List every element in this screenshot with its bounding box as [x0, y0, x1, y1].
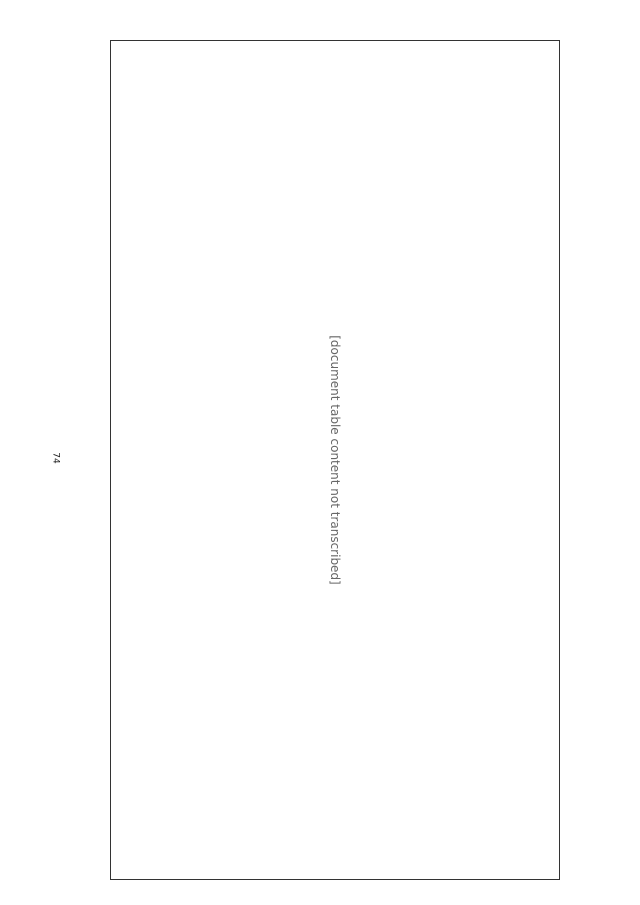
document-table	[110, 40, 560, 880]
table-placeholder: [document table content not transcribed]	[328, 335, 342, 585]
page-number: 74	[50, 452, 61, 464]
